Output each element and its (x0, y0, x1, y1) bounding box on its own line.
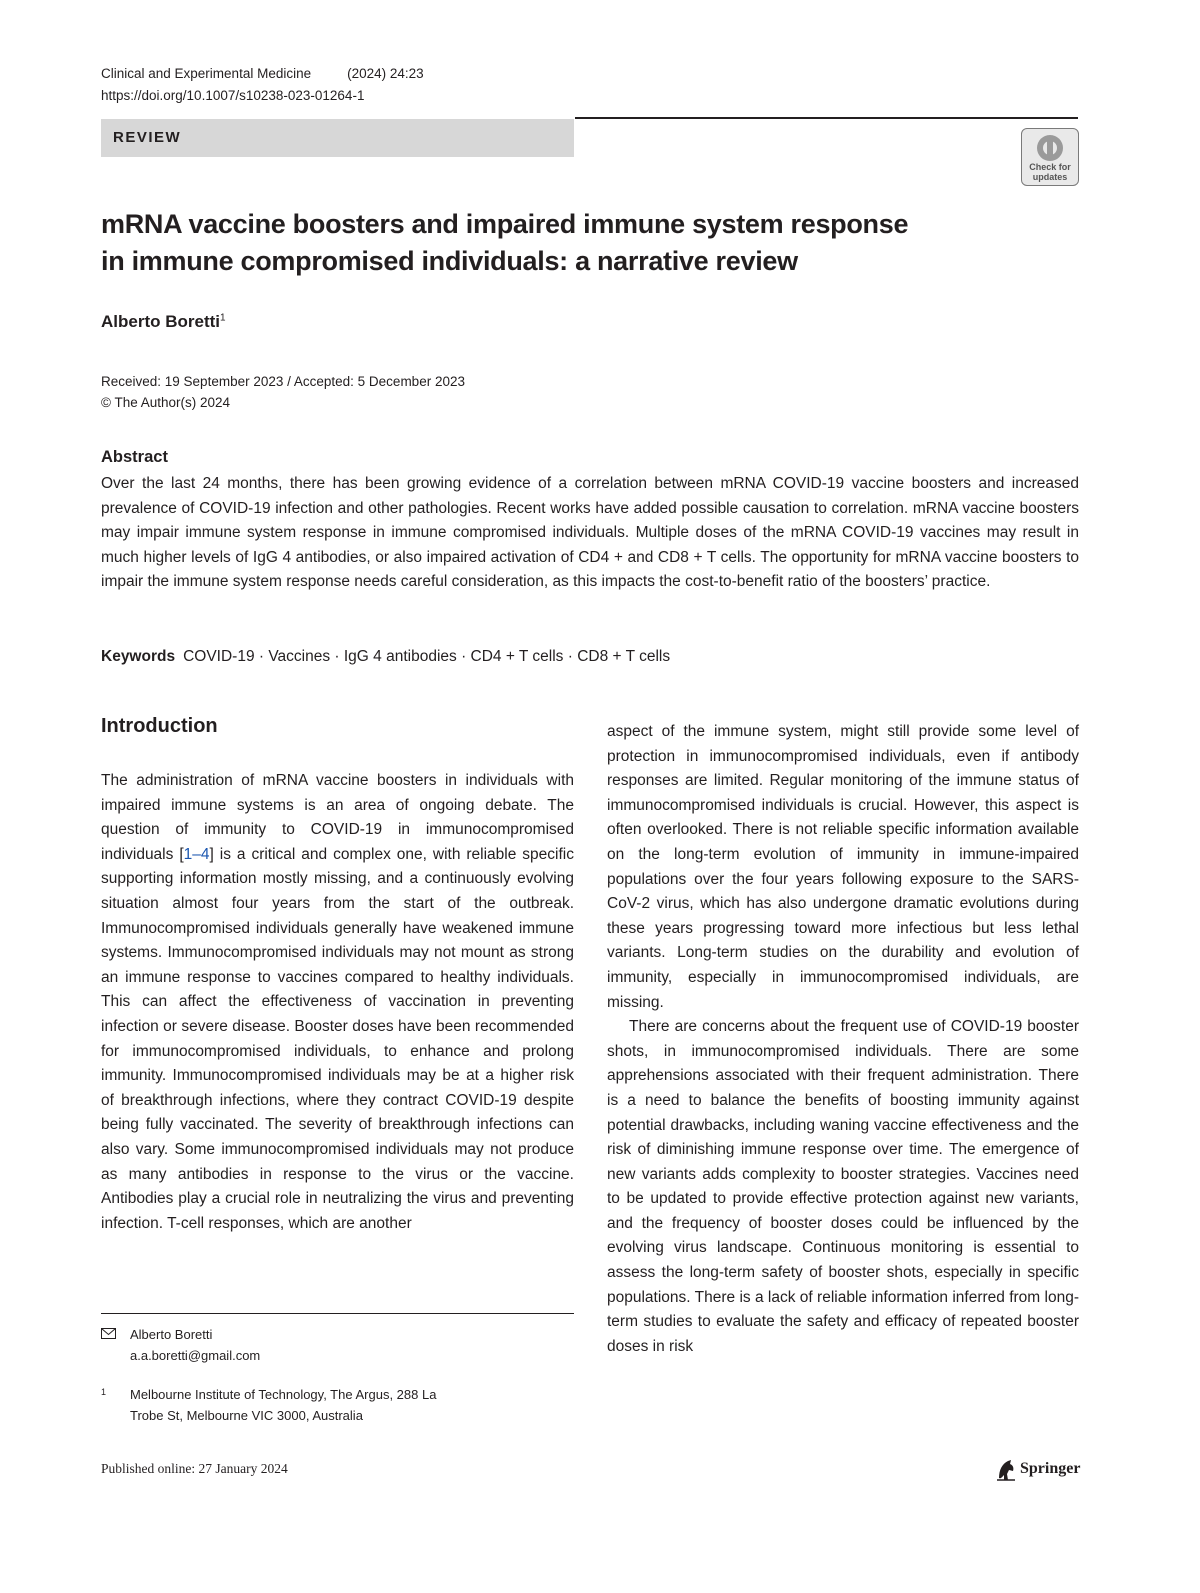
badge-text: Check for updates (1029, 162, 1071, 182)
author-name[interactable]: Alberto Boretti$^1$ (101, 312, 226, 331)
abstract-text: Over the last 24 months, there has been growing evidence of a correlation between mRNA COVID-19 vaccine boosters and increased prevalence of COVID-19 infection and other pathologies. Recent works have added possible causation to correlation. mRNA vaccine boosters may impair immune system response in immune compromised individuals. Multiple doses of the mRNA COVID-19 vaccines may result in much higher levels of IgG 4 antibodies, or also impaired activation of CD4 + and CD8 + T cells. The opportunity for mRNA vaccine boosters to impair the immune system response needs careful consideration, as this impacts the cost-to-benefit ratio of the boosters’ practice. (101, 475, 1079, 591)
check-for-updates-badge[interactable] (1021, 128, 1079, 186)
title-line-1: mRNA vaccine boosters and impaired immune system response (101, 209, 909, 239)
affiliation-number: 1 (101, 1387, 107, 1397)
journal-name: Clinical and Experimental Medicine (101, 66, 312, 81)
copyright-line: © The Author(s) 2024 (101, 395, 231, 410)
doi-link[interactable]: https://doi.org/10.1007/s10238-023-01264-1 (101, 88, 365, 103)
abstract-heading: Abstract (101, 448, 168, 466)
contact-name: Alberto Boretti (130, 1327, 213, 1342)
article-type-banner (101, 119, 574, 157)
contact-email[interactable]: a.a.boretti@gmail.com (130, 1348, 261, 1363)
title-line-2: in immune compromised individuals: a narrative review (101, 246, 798, 276)
affiliation-line-1: Melbourne Institute of Technology, The Argus, 288 La (130, 1387, 437, 1402)
journal-citation: (2024) 24:23 (347, 66, 424, 81)
author-affiliation-marker[interactable]: 1 (220, 312, 226, 324)
section-heading-introduction: Introduction (101, 715, 218, 737)
springer-horse-icon (995, 1458, 1017, 1482)
footnote-rule (101, 1313, 574, 1314)
journal-header (101, 64, 424, 84)
received-accepted-dates: Received: 19 September 2023 / Accepted: 5 December 2023 (101, 374, 465, 389)
envelope-icon (101, 1328, 116, 1339)
published-online-date: Published online: 27 January 2024 (101, 1461, 288, 1476)
left-column (101, 769, 574, 1236)
right-column (607, 720, 1079, 1359)
affiliation-line-2: Trobe St, Melbourne VIC 3000, Australia (130, 1408, 363, 1423)
article-dates (101, 371, 465, 413)
article-type-label: REVIEW (113, 129, 182, 146)
publisher-name: Springer (1020, 1460, 1081, 1477)
article-title (101, 206, 1061, 280)
keywords-list: COVID-19 · Vaccines · IgG 4 antibodies · CD4 + T cells · CD8 + T cells (183, 648, 671, 665)
intro-paragraph-2: There are concerns about the frequent use of COVID-19 booster shots, in immunocompromised individuals. There are some apprehensions associated with their frequent administration. There is a need to balance the benefits of boosting immunity against potential drawbacks, including waning vaccine effectiveness and the risk of diminishing immune response over time. The emergence of new variants adds complexity to booster strategies. Vaccines need to be updated to provide effective protection against new variants, and the frequency of booster doses could be influenced by the evolving virus landscape. Continuous monitoring is essential to assess the long-term safety of booster shots, especially in specific populations. There is a lack of reliable information inferred from long-term studies to evaluate the safety and efficacy of repeated booster doses in risk (607, 1018, 1079, 1355)
intro-paragraph-1: The administration of mRNA vaccine boosters in individuals with impaired immune systems is an area of ongoing debate. The question of immunity to COVID-19 in immunocompromised individuals [1–4] is a critical and complex one, with reliable specific supporting information mostly missing, and a continuously evolving situation almost four years from the start of the outbreak. Immunocompromised individuals generally have weakened immune systems. Immunocompromised individuals may not mount as strong an immune response to vaccines compared to healthy individuals. This can affect the effectiveness of vaccination in preventing infection or severe disease. Booster doses have been recommended for immunocompromised individuals, to enhance and prolong immunity. Immunocompromised individuals may be at a higher risk of breakthrough infections, where they contract COVID-19 despite being fully vaccinated. The severity of breakthrough infections can also vary. Some immunocompromised individuals may not produce as many antibodies in response to the virus or the vaccine. Antibodies play a crucial role in neutralizing the virus and preventing infection. T-cell responses, which are another (101, 772, 574, 1232)
keywords-line (101, 646, 670, 668)
intro-paragraph-1-continued: aspect of the immune system, might still provide some level of protection in immunocompromised individuals, even if antibody responses are limited. Regular monitoring of the immune status of immunocompromised individuals is crucial. However, this aspect is often overlooked. There is not reliable specific information available on the long-term evolution of immunity in immune-impaired populations over the four years following exposure to the SARS-CoV-2 virus, which has also undergone dramatic evolutions during these years progressing toward more infectious but less lethal variants. Long-term studies on the durability and evolution of immunity, especially in immunocompromised individuals, are missing. (607, 723, 1079, 1011)
header-rule (575, 117, 1078, 119)
citation-link[interactable]: 1–4 (183, 845, 210, 863)
keywords-label: Keywords (101, 648, 176, 665)
